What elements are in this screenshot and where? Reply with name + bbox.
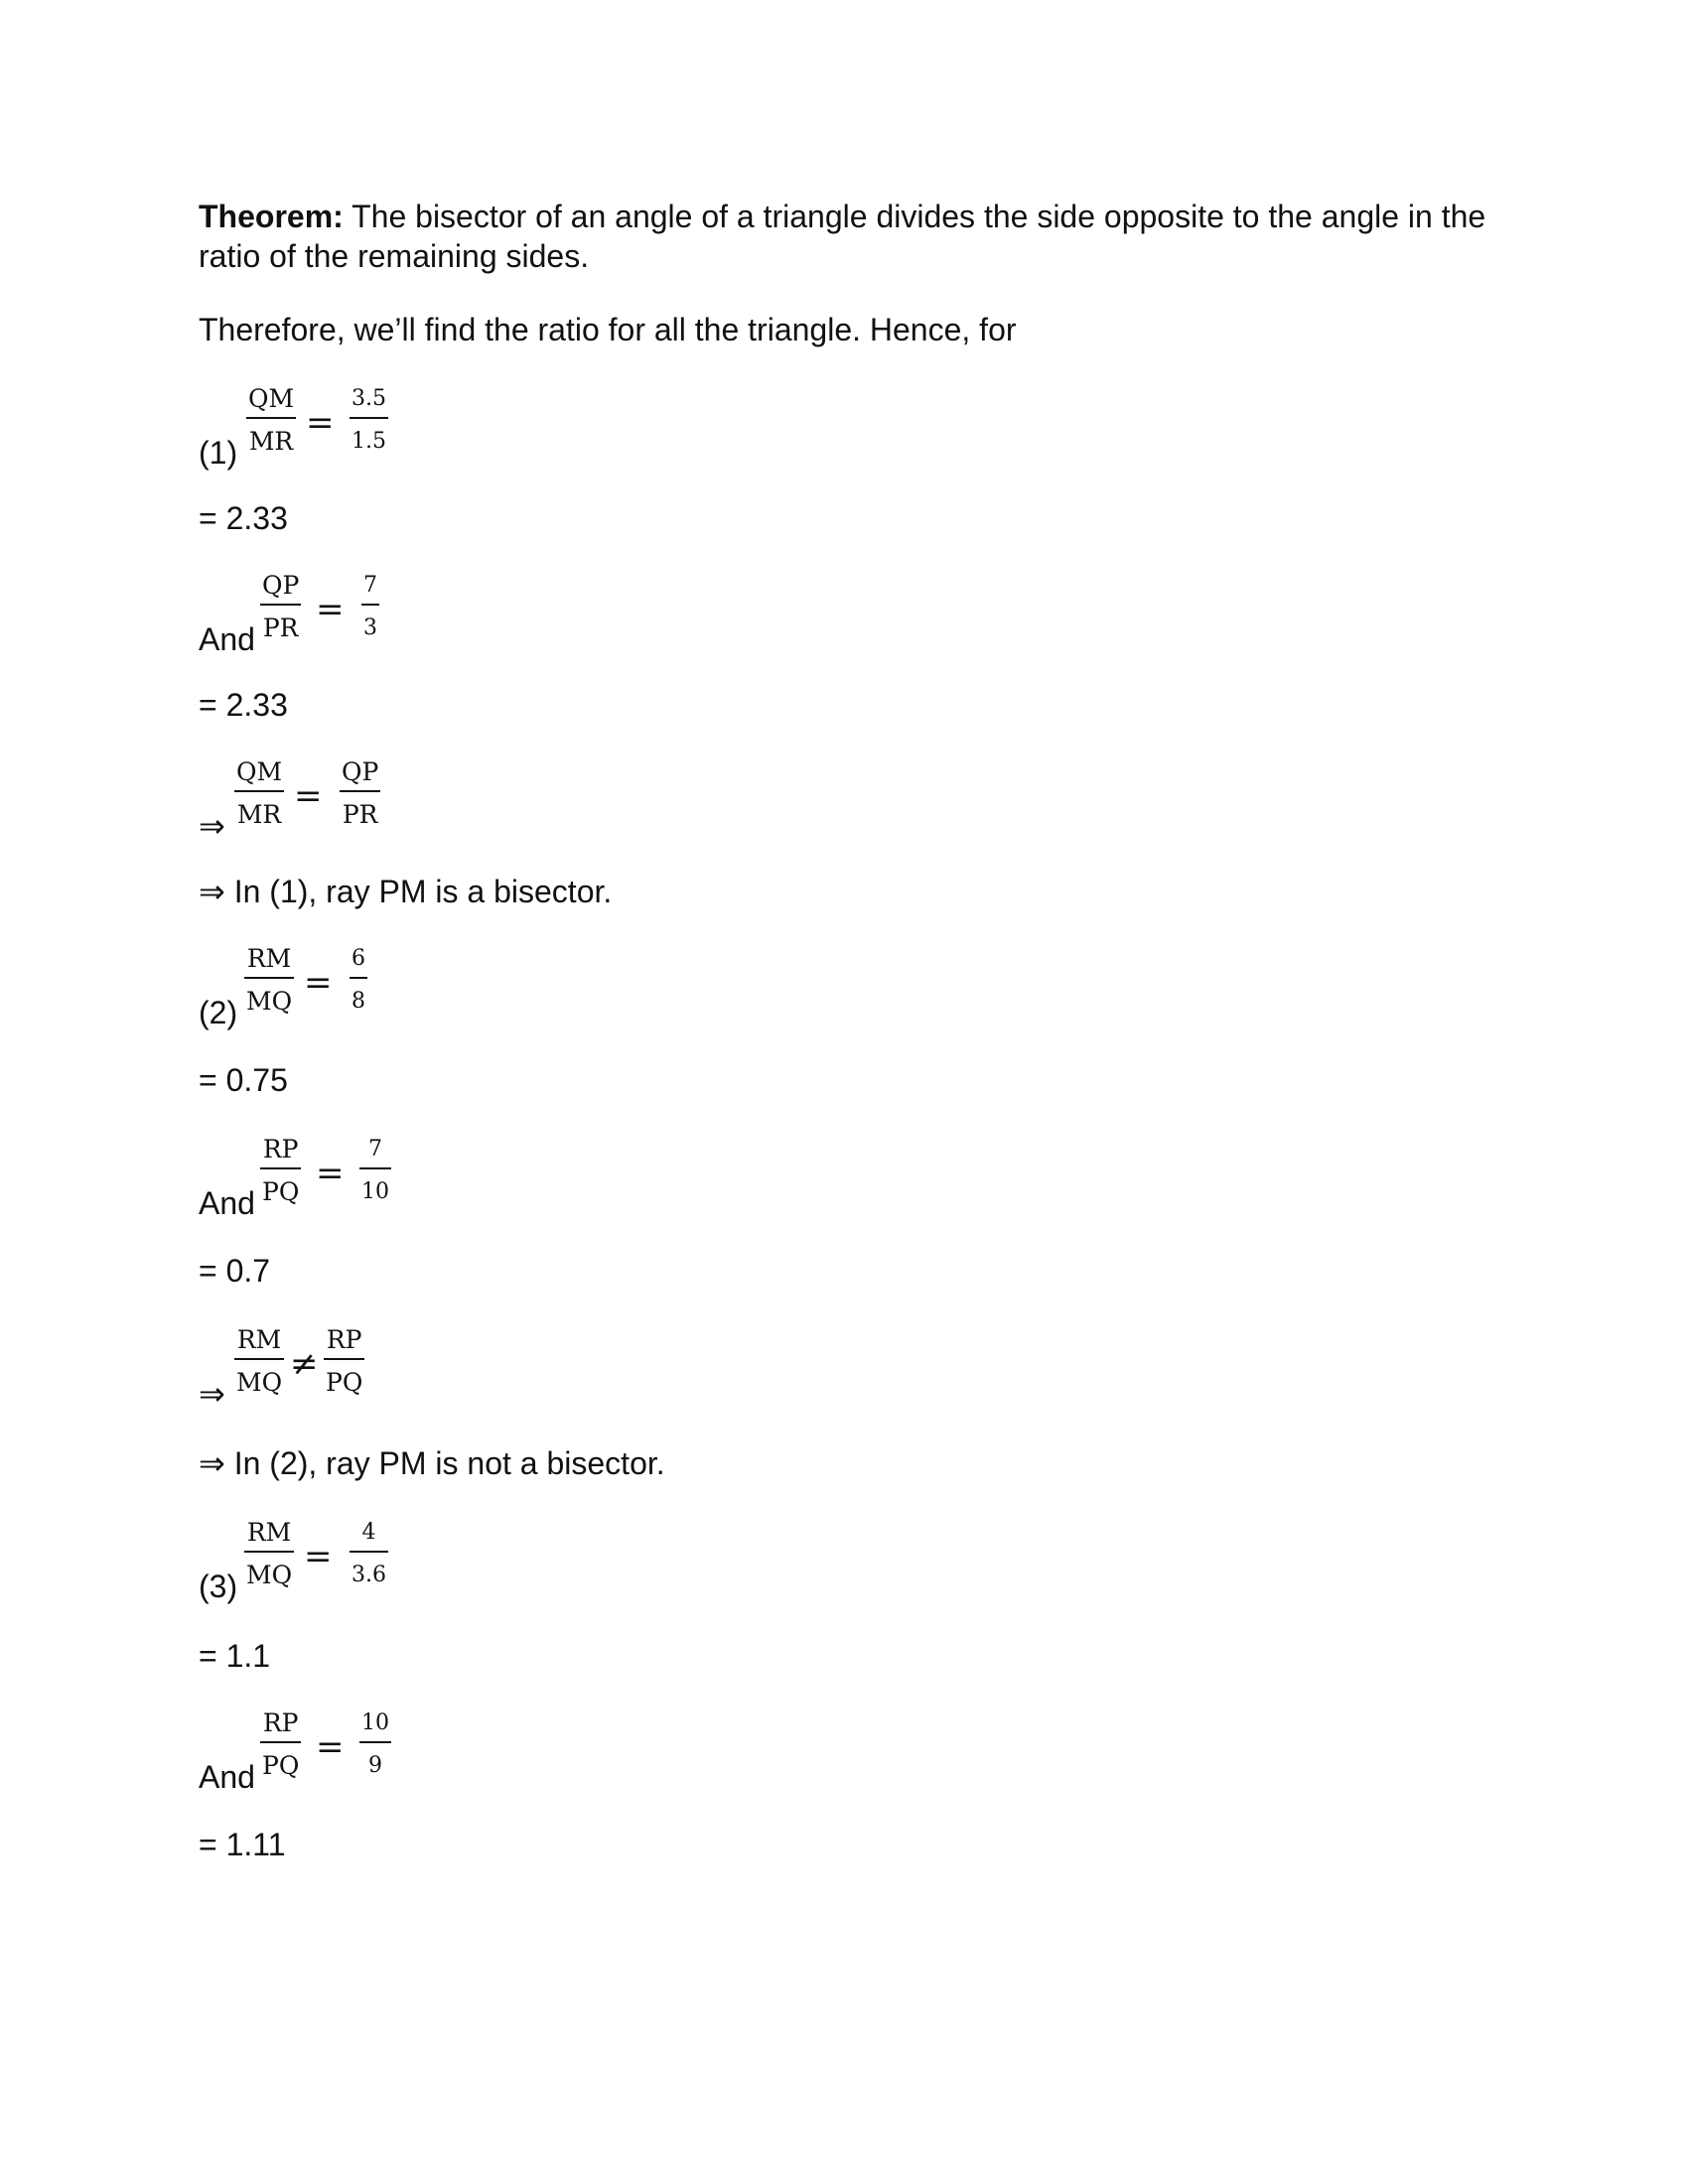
relation-sign: = <box>306 403 335 443</box>
result-1a: = 2.33 <box>199 500 288 536</box>
numerator: RM <box>246 944 292 973</box>
numerator: 7 <box>368 1137 382 1161</box>
fraction-left <box>244 941 294 1019</box>
numerator: 10 <box>361 1710 389 1735</box>
fraction-left <box>246 381 296 459</box>
numerator: 3.5 <box>352 386 386 411</box>
result-1b: = 2.33 <box>199 687 288 723</box>
result-2b: = 0.7 <box>199 1253 271 1289</box>
relation-sign: = <box>316 590 345 629</box>
conclusion-1: ⇒ In (1), ray PM is a bisector. <box>199 874 613 909</box>
numerator: RM <box>246 1518 292 1547</box>
implies-sign: ⇒ <box>199 1376 225 1412</box>
relation-sign: = <box>304 963 333 1003</box>
relation-sign: = <box>316 1154 345 1193</box>
denominator: 9 <box>368 1753 382 1778</box>
denominator: PQ <box>326 1368 363 1397</box>
denominator: MR <box>248 427 294 456</box>
theorem-label: Theorem: <box>199 199 344 234</box>
fraction-left <box>234 1322 284 1400</box>
numerator: 7 <box>363 573 377 598</box>
denominator: MQ <box>236 1368 283 1397</box>
numerator: RM <box>236 1325 282 1354</box>
equation-lead: (2) <box>199 995 238 1030</box>
denominator: PQ <box>262 1751 300 1780</box>
denominator: 10 <box>361 1179 389 1204</box>
numerator: QP <box>342 757 379 786</box>
fraction-left <box>260 1132 301 1209</box>
numerator: QM <box>248 384 295 413</box>
fraction-left <box>244 1515 294 1592</box>
equation-lead: (1) <box>199 435 238 471</box>
numerator: 6 <box>352 946 365 971</box>
numerator: QM <box>236 757 283 786</box>
numerator: 4 <box>361 1520 376 1545</box>
fraction-right <box>350 941 367 1019</box>
equation-lead: (3) <box>199 1569 238 1604</box>
theorem-paragraph <box>199 197 1499 276</box>
relation-sign: = <box>316 1727 345 1767</box>
denominator: MQ <box>246 1561 293 1589</box>
result-2a: = 0.75 <box>199 1062 288 1098</box>
denominator: PQ <box>262 1177 300 1206</box>
equation-lead: And <box>199 1185 255 1221</box>
fraction-right <box>359 1132 391 1209</box>
denominator: 3 <box>363 615 377 640</box>
fraction-right <box>359 1706 391 1783</box>
numerator: RP <box>262 1135 299 1163</box>
implies-sign: ⇒ <box>199 808 225 844</box>
equation-lead: And <box>199 621 255 657</box>
intro-text: Therefore, we’ll find the ratio for all the triangle. Hence, for <box>199 312 1017 347</box>
numerator: QP <box>262 571 300 600</box>
relation-sign: ≠ <box>290 1344 319 1384</box>
denominator: MR <box>236 800 282 829</box>
relation-sign: = <box>294 776 323 816</box>
fraction-right <box>361 568 379 645</box>
fraction-left <box>234 754 284 832</box>
denominator: 3.6 <box>352 1563 386 1587</box>
conclusion-2: ⇒ In (2), ray PM is not a bisector. <box>199 1445 665 1481</box>
fraction-right <box>324 1322 364 1400</box>
fraction-right <box>340 754 380 832</box>
fraction-right <box>350 381 388 459</box>
fraction-right <box>350 1515 388 1592</box>
numerator: RP <box>262 1708 299 1737</box>
relation-sign: = <box>304 1537 333 1576</box>
fraction-left <box>260 1706 301 1783</box>
result-3a: = 1.1 <box>199 1638 271 1674</box>
denominator: 1.5 <box>352 429 386 454</box>
equation-lead: And <box>199 1759 255 1795</box>
theorem-text: The bisector of an angle of a triangle divides the side opposite to the angle in the ratio of the remaining sides. <box>199 199 1486 274</box>
fraction-left <box>260 568 301 645</box>
denominator: MQ <box>246 987 293 1016</box>
denominator: 8 <box>352 989 365 1014</box>
denominator: PR <box>262 614 299 642</box>
result-3b: = 1.11 <box>199 1827 286 1862</box>
numerator: RP <box>326 1325 362 1354</box>
denominator: PR <box>342 800 378 829</box>
